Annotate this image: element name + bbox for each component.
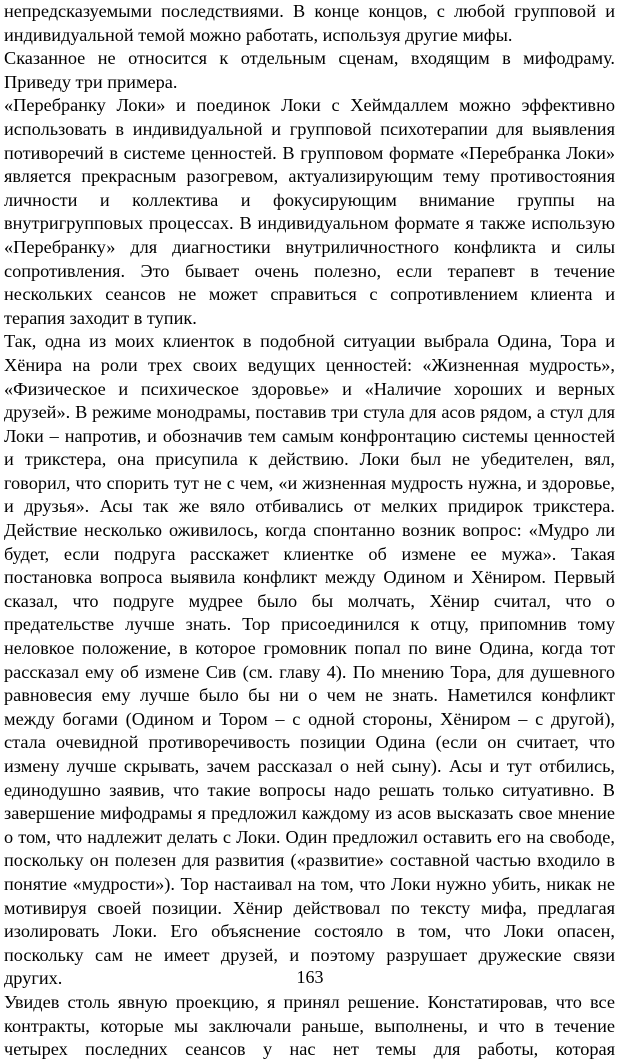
page-number: 163: [296, 967, 324, 987]
paragraph-1: непредсказуемыми последствиями. В конце концов, с любой групповой и индивидуальной темой можно работать, используя другие мифы.: [4, 1, 615, 45]
paragraph-2: Сказанное не относится к отдельным сценам, входящим в мифодраму. Приведу три примера.: [4, 48, 615, 92]
paragraph-3: «Перебранку Локи» и поединок Локи с Хеймдаллем можно эффективно использовать в индивидуальной и групповой психотерапии для выявления потиворечий в системе ценностей. В групповом формате «Перебранка Локи» является прекрасным разогревом, актуализирующим тему противостояния личности и коллектива и фокусирующим внимание группы на внутригрупповых процессах. В индивидуальном формате я также использую «Перебранку» для диагностики внутриличностного конфликта и силы сопротивления. Это бывает очень полезно, если терапевт в течение нескольких сеансов не может справиться с сопротивлением клиента и терапия заходит в тупик.: [4, 95, 615, 328]
paragraph-4: Так, одна из моих клиенток в подобной ситуации выбрала Одина, Тора и Хёнира на роли трех своих ведущих ценностей: «Жизненная мудрость», «Физическое и психическое здоровье» и «Наличие хороших и верных друзей». В режиме монодрамы, поставив три стула для асов рядом, а стул для Локи – напротив, и обозначив тем самым конфронтацию системы ценностей и трикстера, она присупила к действию. Локи был не убедителен, вял, говорил, что спорить тут не с чем, «и жизненная мудрость нужна, и здоровье, и друзья». Асы так же вяло отбивались от мелких придирок трикстера. Действие несколько оживилось, когда спонтанно возник вопрос: «Мудро ли будет, если подруга расскажет клиентке об измене ее мужа». Такая постановка вопроса выявила конфликт между Одином и Хёниром. Первый сказал, что подруге мудрее было бы молчать, Хёнир считал, что о предательстве лучше знать. Тор присоединился к отцу, припомнив тому неловкое положение, в которое громовник попал по вине Одина, когда тот рассказал ему об измене Сив (см. главу 4). По мнению Тора, для душевного равновесия ему лучше было бы ни о чем не знать. Наметился конфликт между богами (Одином и Тором – с одной стороны, Хёниром – с другой), стала очевидной противоречивость позиции Одина (если он считает, что измену лучше скрывать, зачем рассказал о ней сыну). Асы и тут отбились, единодушно заявив, что такие вопросы надо решать только ситуативно. В завершение мифодрамы я предложил каждому из асов высказать свое мнение о том, что надлежит делать с Локи. Один предложил оставить его на свободе, поскольку он полезен для развития («развитие» составной частью входило в понятие «мудрости»). Тор настаивал на том, что Локи нужно убить, никак не мотивируя своей позиции. Хёнир действовал по тексту мифа, предлагая изолировать Локи. Его объяснение состояло в том, что Локи опасен, поскольку сам не имеет друзей, и поэтому разрушает дружеские связи других.: [4, 331, 615, 989]
page-body-text: [4, 0, 615, 1062]
paragraph-5: Увидев столь явную проекцию, я принял решение. Констатировав, что все контракты, которые мы заключали раньше, выполнены, и что в течение четырех последних сеансов у нас нет темы для работы, которая: [4, 991, 615, 1060]
